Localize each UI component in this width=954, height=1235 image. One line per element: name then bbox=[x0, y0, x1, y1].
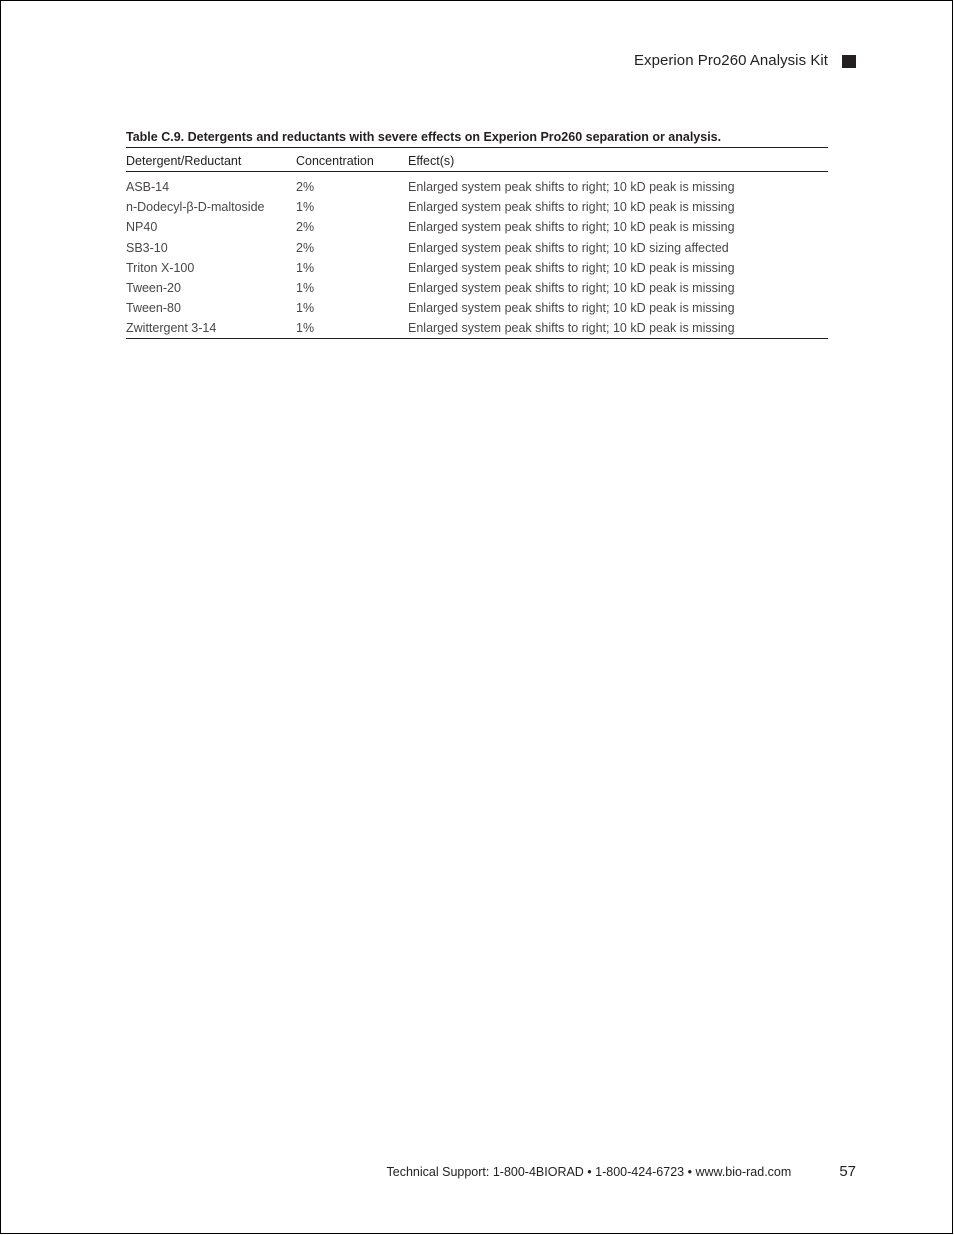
cell-concentration: 1% bbox=[296, 321, 315, 336]
column-header-effects: Effect(s) bbox=[408, 148, 828, 172]
cell-detergent: SB3-10 bbox=[126, 240, 168, 255]
table-row bbox=[126, 298, 828, 318]
table-row bbox=[126, 177, 828, 197]
table-row bbox=[126, 278, 828, 298]
column-header-concentration: Concentration bbox=[296, 148, 408, 172]
cell-effect: Enlarged system peak shifts to right; 10 kD peak is missing bbox=[408, 280, 735, 295]
cell-effect: Enlarged system peak shifts to right; 10 kD peak is missing bbox=[408, 301, 735, 316]
cell-concentration: 1% bbox=[296, 200, 315, 215]
cell-concentration: 1% bbox=[296, 260, 315, 275]
cell-effect: Enlarged system peak shifts to right; 10 kD peak is missing bbox=[408, 180, 735, 194]
cell-effect: Enlarged system peak shifts to right; 10 kD peak is missing bbox=[408, 321, 735, 336]
cell-concentration: 2% bbox=[296, 180, 315, 194]
cell-detergent: Zwittergent 3-14 bbox=[126, 321, 217, 336]
cell-detergent: ASB-14 bbox=[126, 180, 170, 194]
cell-concentration: 1% bbox=[296, 301, 315, 316]
detergent-table bbox=[126, 147, 828, 339]
cell-concentration: 2% bbox=[296, 220, 315, 235]
table-caption: Table C.9. Detergents and reductants with severe effects on Experion Pro260 separation or analysis. bbox=[126, 130, 722, 144]
running-header-title: Experion Pro260 Analysis Kit bbox=[633, 52, 828, 69]
cell-detergent: Tween-20 bbox=[126, 280, 181, 295]
cell-detergent: Triton X-100 bbox=[126, 260, 195, 275]
cell-effect: Enlarged system peak shifts to right; 10 kD peak is missing bbox=[408, 220, 735, 235]
cell-effect: Enlarged system peak shifts to right; 10 kD peak is missing bbox=[408, 200, 735, 215]
table-header-row bbox=[126, 148, 828, 172]
column-header-detergent: Detergent/Reductant bbox=[126, 148, 296, 172]
cell-detergent: Tween-80 bbox=[126, 301, 181, 316]
running-header bbox=[634, 52, 856, 69]
cell-concentration: 2% bbox=[296, 240, 315, 255]
table-row bbox=[126, 217, 828, 237]
cell-concentration: 1% bbox=[296, 280, 315, 295]
table-row bbox=[126, 318, 828, 339]
page-number: 57 bbox=[839, 1163, 856, 1180]
cell-detergent: NP40 bbox=[126, 220, 158, 235]
table-row bbox=[126, 258, 828, 278]
footer-support-text: Technical Support: 1-800-4BIORAD • 1-800-424-6723 • www.bio-rad.com bbox=[386, 1165, 792, 1179]
cell-effect: Enlarged system peak shifts to right; 10 kD peak is missing bbox=[408, 260, 735, 275]
header-square-mark bbox=[842, 55, 856, 68]
table-container bbox=[126, 129, 828, 339]
cell-detergent: n-Dodecyl-β-D-maltoside bbox=[126, 200, 265, 215]
table-row bbox=[126, 238, 828, 258]
page-footer bbox=[387, 1163, 856, 1180]
cell-effect: Enlarged system peak shifts to right; 10 kD sizing affected bbox=[408, 240, 729, 255]
table-row bbox=[126, 197, 828, 217]
